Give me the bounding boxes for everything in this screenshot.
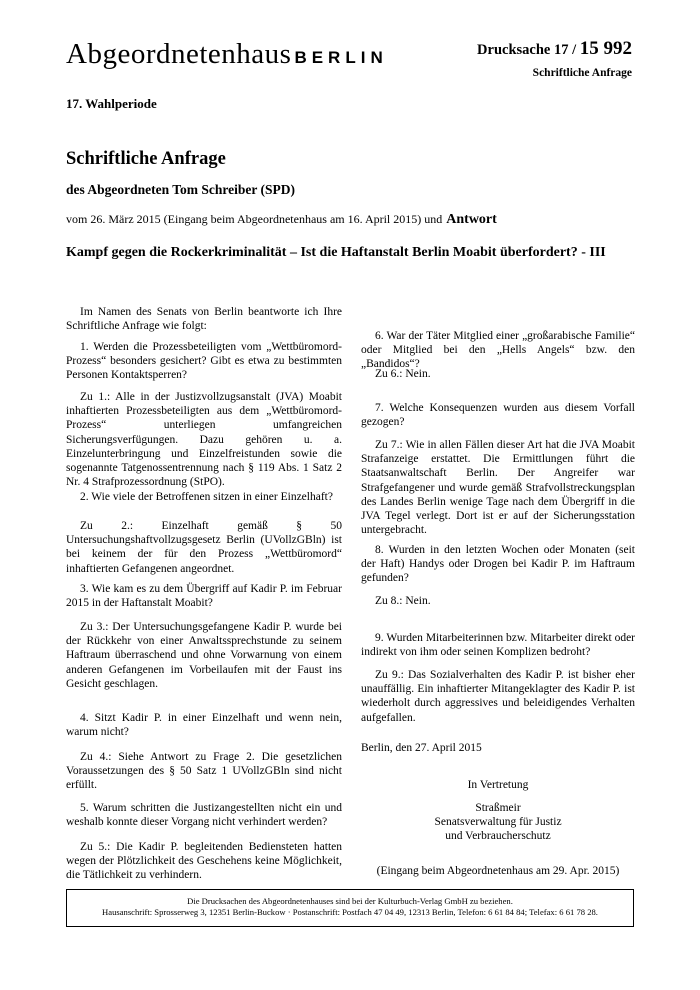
question-1: 1. Werden die Prozessbeteiligten vom „Wettbüromord-Prozess“ besonders gesichert? Gibt es etwa zu bestimmten Personen Kontaktsperren? <box>66 341 342 382</box>
logo-main-text: Abgeordnetenhaus <box>66 38 292 70</box>
answer-word: Antwort <box>446 212 497 227</box>
author-line: des Abgeordneten Tom Schreiber (SPD) <box>66 182 296 197</box>
answer-2: Zu 2.: Einzelhaft gemäß § 50 Untersuchungshaftvollzugsgesetz Berlin (UVollzGBln) ist bei keinem der für den Prozess „Wettbüromord“ inhaftierten Gefangenen angeordnet. <box>66 520 342 575</box>
answer-8: Zu 8.: Nein. <box>375 595 431 607</box>
answer-5: Zu 5.: Die Kadir P. begleitenden Bediensteten hatten wegen der Plötzlichkeit des Geschehens keine Möglichkeit, die Tätlichkeit zu verhindern. <box>66 841 342 882</box>
drucksache-prefix: Drucksache 17 / <box>477 42 577 58</box>
received-note: (Eingang beim Abgeordnetenhaus am 29. Apr. 2015) <box>376 865 620 877</box>
question-3: 3. Wie kam es zu dem Übergriff auf Kadir P. im Februar 2015 in der Haftanstalt Moabit? <box>66 583 342 610</box>
office-line-1: Senatsverwaltung für Justiz <box>434 816 562 828</box>
answer-1: Zu 1.: Alle in der Justizvollzugsanstalt (JVA) Moabit inhaftierten Prozessbeteiligten aus dem „Wettbüromord-Prozess“ unterliegen umfangreichen Sicherungsverfügungen. Dazu gehören u. a. Einzelunterbringung und Einzelfreistunden sowie die sogenannte Tatgenossentrennung nach § 119 Abs. 1 Satz 2 Nr. 4 Strafprozessordnung (StPO). <box>66 391 342 489</box>
office-line-2: und Verbraucherschutz <box>445 830 551 842</box>
drucksache-num: 15 992 <box>579 38 632 59</box>
question-7: 7. Welche Konsequenzen wurden aus diesem Vorfall gezogen? <box>361 402 635 429</box>
wahlperiode: 17. Wahlperiode <box>66 96 157 111</box>
dates-line <box>66 212 497 228</box>
footer-box <box>66 889 634 927</box>
footer-line-1: Die Drucksachen des Abgeordnetenhauses sind bei der Kulturbuch-Verlag GmbH zu beziehen. <box>187 896 513 906</box>
answer-7: Zu 7.: Wie in allen Fällen dieser Art hat die JVA Moabit Strafanzeige erstattet. Die Ermittlungen führt die Staatsanwaltschaft Berlin. Der Angreifer war Strafgefangener und wurde gemäß Strafvollstreckungsplan des Landes Berlin wenige Tage nach dem Übergriff in die JVA Tegel verlegt. Dort ist er auf der Sicherungsstation untergebracht. <box>361 439 635 537</box>
subject-title: Kampf gegen die Rockerkriminalität – Ist die Haftanstalt Berlin Moabit überfordert? - III <box>66 245 606 260</box>
parliament-logo <box>66 38 388 71</box>
page-title: Schriftliche Anfrage <box>66 149 226 169</box>
footer-line-2: Hausanschrift: Sprosserweg 3, 12351 Berlin-Buckow · Postanschrift: Postfach 47 04 49, 12313 Berlin, Telefon: 6 61 84 84; Telefax: 6 61 78 28. <box>102 907 598 917</box>
logo-city-text: BERLIN <box>294 48 388 67</box>
answer-4: Zu 4.: Siehe Antwort zu Frage 2. Die gesetzlichen Voraussetzungen des § 50 Satz 1 UVollzGBln sind nicht erfüllt. <box>66 751 342 792</box>
drucksache-number <box>477 38 632 60</box>
question-5: 5. Warum schritten die Justizangestellten nicht ein und weshalb konnte dieser Vorgang nicht verhindert werden? <box>66 802 342 829</box>
question-4: 4. Sitzt Kadir P. in einer Einzelhaft und wenn nein, warum nicht? <box>66 712 342 739</box>
question-6: 6. War der Täter Mitglied einer „großarabische Familie“ oder Mitglied bei den „Hells Angels“ bzw. den „Bandidos“? <box>361 330 635 371</box>
dates-text: vom 26. März 2015 (Eingang beim Abgeordnetenhaus am 16. April 2015) und <box>66 212 443 226</box>
question-8: 8. Wurden in den letzten Wochen oder Monaten (seit der Haft) Handys oder Drogen bei Kadir P. im Haftraum gefunden? <box>361 544 635 585</box>
intro-paragraph: Im Namen des Senats von Berlin beantworte ich Ihre Schriftliche Anfrage wie folgt: <box>66 306 342 333</box>
document-type: Schriftliche Anfrage <box>532 67 632 79</box>
answer-6: Zu 6.: Nein. <box>375 368 431 380</box>
question-2: 2. Wie viele der Betroffenen sitzen in einer Einzelhaft? <box>80 491 333 503</box>
in-vertretung: In Vertretung <box>467 779 529 791</box>
answer-3: Zu 3.: Der Untersuchungsgefangene Kadir P. wurde bei der Rückkehr von einer Anwaltssprechstunde zu seinem Haftraum überraschend und ohne Vorwarnung von einem anderen Gefangenen im Vorbeilaufen mit der Faust ins Gesicht geschlagen. <box>66 621 342 690</box>
question-9: 9. Wurden Mitarbeiterinnen bzw. Mitarbeiter direkt oder indirekt von ihm oder seinen Komplizen bedroht? <box>361 632 635 659</box>
place-date: Berlin, den 27. April 2015 <box>361 742 482 754</box>
signer-name: Straßmeir <box>475 802 521 814</box>
answer-9: Zu 9.: Das Sozialverhalten des Kadir P. ist bisher eher unauffällig. Ein inhaftierter Mitangeklagter des Kadir P. ist wiederholt durch aggressives und beleidigendes Verhalten aufgefallen. <box>361 669 635 724</box>
